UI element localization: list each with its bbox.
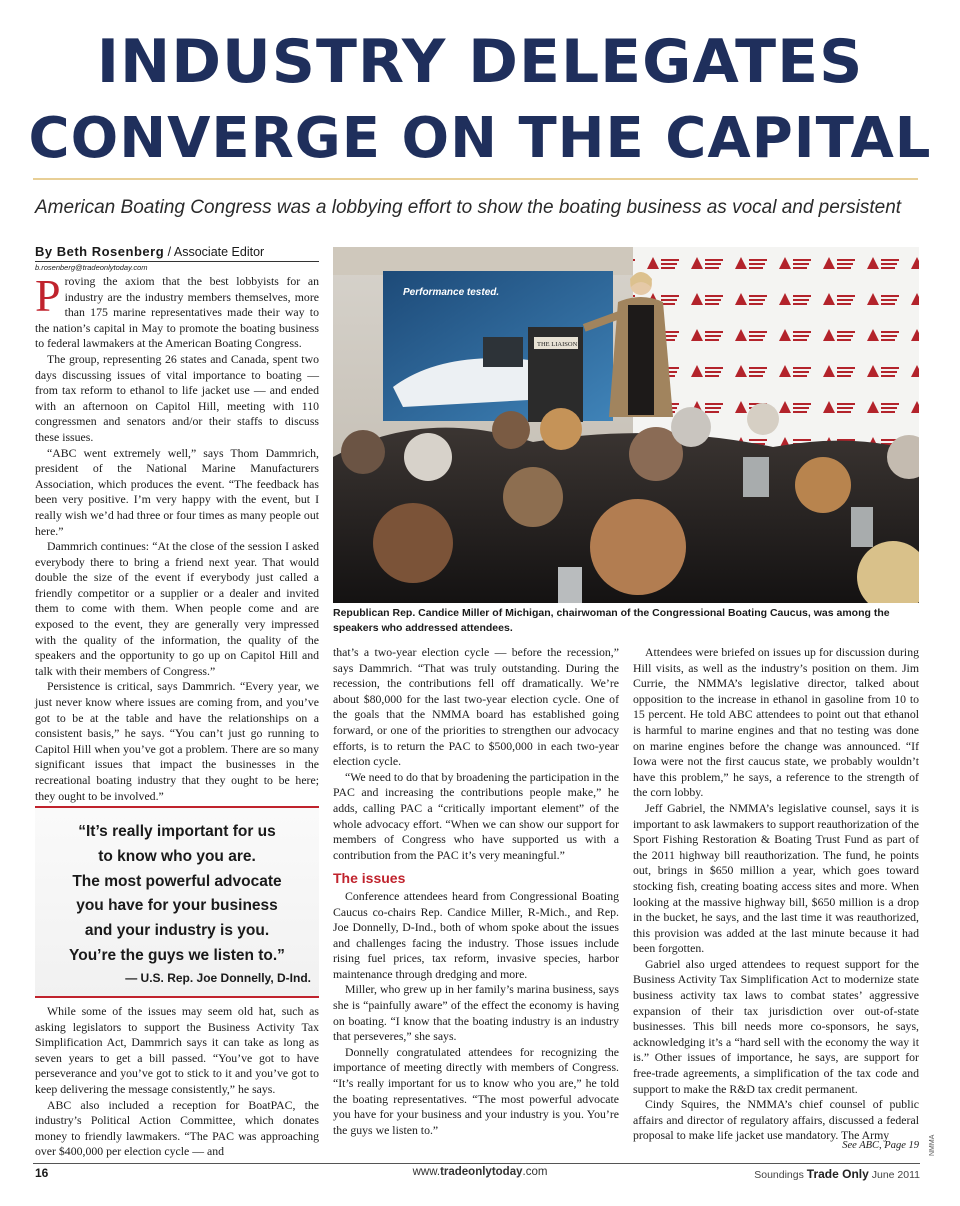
event-photo-illustration (333, 247, 919, 603)
paragraph: ABC also included a reception for BoatPAC, the industry’s Political Action Committee, which donates money to friendly lawmakers. “The PAC was approaching over $400,000 per election cycle — and (35, 1097, 319, 1159)
section-heading-issues: The issues (333, 870, 406, 887)
banner-text: Performance tested. (403, 287, 500, 298)
photo-caption: Republican Rep. Candice Miller of Michigan, chairwoman of the Congressional Boating Caucus, was among the speakers who addressed attendees. (333, 607, 890, 634)
paragraph: The group, representing 26 states and Canada, spent two days discussing issues of vital importance to boating — from tax reform to ethanol to life jacket use — and ended with an afternoon on Capitol Hill, meeting with 110 congressmen and senators and/or their staffs to discuss these issues. (35, 351, 319, 444)
publication-info: Soundings Trade Only June 2011 (754, 1167, 920, 1181)
drop-cap: P (35, 270, 61, 321)
paragraph: Persistence is critical, says Dammrich. “Every year, we just never know where issues are coming from, and you’ve got to be at the table and have the relationships on a consistent basis,” he says. “You can’t just go running to Capitol Hill when you’ve got a problem. There are so many significant issues that impact the businesses in the recreational boating industry that they ought to be here; they ought to be involved.” (35, 679, 319, 803)
paragraph: Gabriel also urged attendees to request support for the Business Activity Tax Simplification Act to modernize state business activity tax laws to combat states’ aggressive expansion of their tax jurisdiction over out-of-state businesses. This bill needs more co-sponsors, he says, acknowledging it’s a “hard sell with the economy the way it is.” Other issues of importance, he says, are support for free-trade agreements, a simplification of the tax code and support to make the R&D tax credit permanent. (633, 956, 919, 1096)
subtitle: American Boating Congress was a lobbying effort to show the boating business as vocal and persistent (35, 197, 902, 218)
jump-line: See ABC, Page 19 (842, 1140, 919, 1151)
paragraph: Miller, who grew up in her family’s marina business, says she is “painfully aware” of the effect the economy is having on boating. “I know that the boating industry is an industry that perseveres,” she says. (333, 982, 619, 1044)
paragraph: Donnelly congratulated attendees for recognizing the importance of meeting directly with members of Congress. “It’s really important for us to know who you are,” he told the boating representatives. “The most powerful advocate you have for your business and your industry is you. You’re the guys we listen to.” (333, 1044, 619, 1137)
podium-text: THE LIAISON (537, 341, 578, 348)
paragraph: Conference attendees heard from Congressional Boating Caucus co-chairs Rep. Candice Miller, R-Mich., and Rep. Joe Donnelly, D-Ind., both of whom spoke about the issues and challenges facing the industry. Those issues include rising fuel prices, tax reform, invasive species, harbor maintenance through dredging and more. (333, 888, 619, 981)
paragraph: that’s a two-year election cycle — before the recession,” says Dammrich. “That was truly outstanding. During the recession, the contributions fell off dramatically. We’re about $80,000 for the last two-year election cycle. One of the goals that the NMMA board has established going forward, or one of the priorities to strengthen our advocacy efforts, is to return the PAC to $500,000 in each two-year election cycle. (333, 645, 619, 769)
paragraph: While some of the issues may seem old hat, such as asking legislators to support the Business Activity Tax Simplification Act, Dammrich says it can take as long as seven years to get a bill passed. “You’ve got to have perseverance and you’ve got to stick to it and you’ve got to keep delivering the message consistently,” he says. (35, 1004, 319, 1096)
pull-quote-text: “It’s really important for us to know who you are. The most powerful advocate you have for your business and your industry is you. You’re the guys we listen to.” (69, 823, 285, 964)
paragraph: Dammrich continues: “At the close of the session I asked everybody there to bring a friend next year. That would double the size of the event if everybody just called a friendly competitor or a supplier or a dealer and invited them to come with them. When people come and are exposed to the event, they are generally very impressed with the quality of the information, the quality of the speakers and the opportunity to go up on Capitol Hill and talk with their members of Congress.” (35, 539, 319, 678)
paragraph: Jeff Gabriel, the NMMA’s legislative counsel, says it is important to ask lawmakers to support reauthorization of the Sport Fishing Restoration & Boating Trust Fund as part of the 2011 highway bill reauthorization. The fund, he points out, brings in $650 million a year, which goes toward stocking fish, creating boating access sites and more. When looking at the massive highway bill, $650 million is a drop in the bucket, he says, and the last time it was reauthorized, this provision was added at the last minute because it had been forgotten. (633, 800, 919, 956)
article-column-1-continued (35, 1004, 319, 1160)
page-number: 16 (35, 1166, 49, 1180)
author-email[interactable]: b.rosenberg@tradeonlytoday.com (35, 263, 148, 272)
paragraph: Cindy Squires, the NMMA’s chief counsel of public affairs and director of regulatory affairs, discussed a federal proposal to make life jacket use mandatory. The Army (633, 1097, 919, 1143)
article-column-2 (333, 645, 619, 1138)
paragraph: Proving the axiom that the best lobbyists for an industry are the industry members themselves, more than 175 marine representatives made their way to the nation’s capital in May to promote the boating business to federal lawmakers at the American Boating Congress. (35, 270, 319, 351)
paragraph: Attendees were briefed on issues up for discussion during Hill visits, as well as the industry’s position on them. Jim Currie, the NMMA’s legislative director, talked about opposition to the increase in ethanol in gasoline from 10 to 15 percent. He told ABC attendees to point out that ethanol is harmful to marine engines and that no testing was done on marine engines before the change was announced. “If Iowa were not the first caucus state, we probably wouldn’t have this problem,” he says, a reference to the strength of the corn lobby. (633, 645, 919, 800)
event-photo (333, 247, 919, 603)
headline-line-2: CONVERGE ON THE CAPITAL (28, 106, 932, 171)
headline-divider (33, 178, 918, 180)
author-name: By Beth Rosenberg (35, 244, 165, 259)
pull-quote-attribution: — U.S. Rep. Joe Donnelly, D-Ind. (125, 971, 311, 985)
headline-line-1: INDUSTRY DELEGATES (96, 27, 864, 97)
byline (35, 244, 319, 262)
footer-url[interactable]: www.tradeonlytoday.com (412, 1166, 548, 1178)
author-role: / Associate Editor (167, 245, 265, 259)
pull-quote (35, 806, 319, 998)
photo-credit: NMMA (929, 1134, 936, 1156)
paragraph: “We need to do that by broadening the participation in the PAC and increasing the contributions people make,” he adds, calling PAC a “critically important element” of the whole advocacy effort. “When we can show our support for members of Congress who have supported us with a contribution from the PAC it’s very meaningful.” (333, 769, 619, 862)
footer-divider (33, 1163, 920, 1164)
paragraph: “ABC went extremely well,” says Thom Dammrich, president of the National Marine Manufacturers Association, which produces the event. “The feedback has been very positive. I’m very happy with the event, but I really wish we’d had three or four times as many people out here.” (35, 445, 319, 538)
article-column-3 (633, 645, 919, 1144)
article-column-1 (35, 270, 319, 804)
